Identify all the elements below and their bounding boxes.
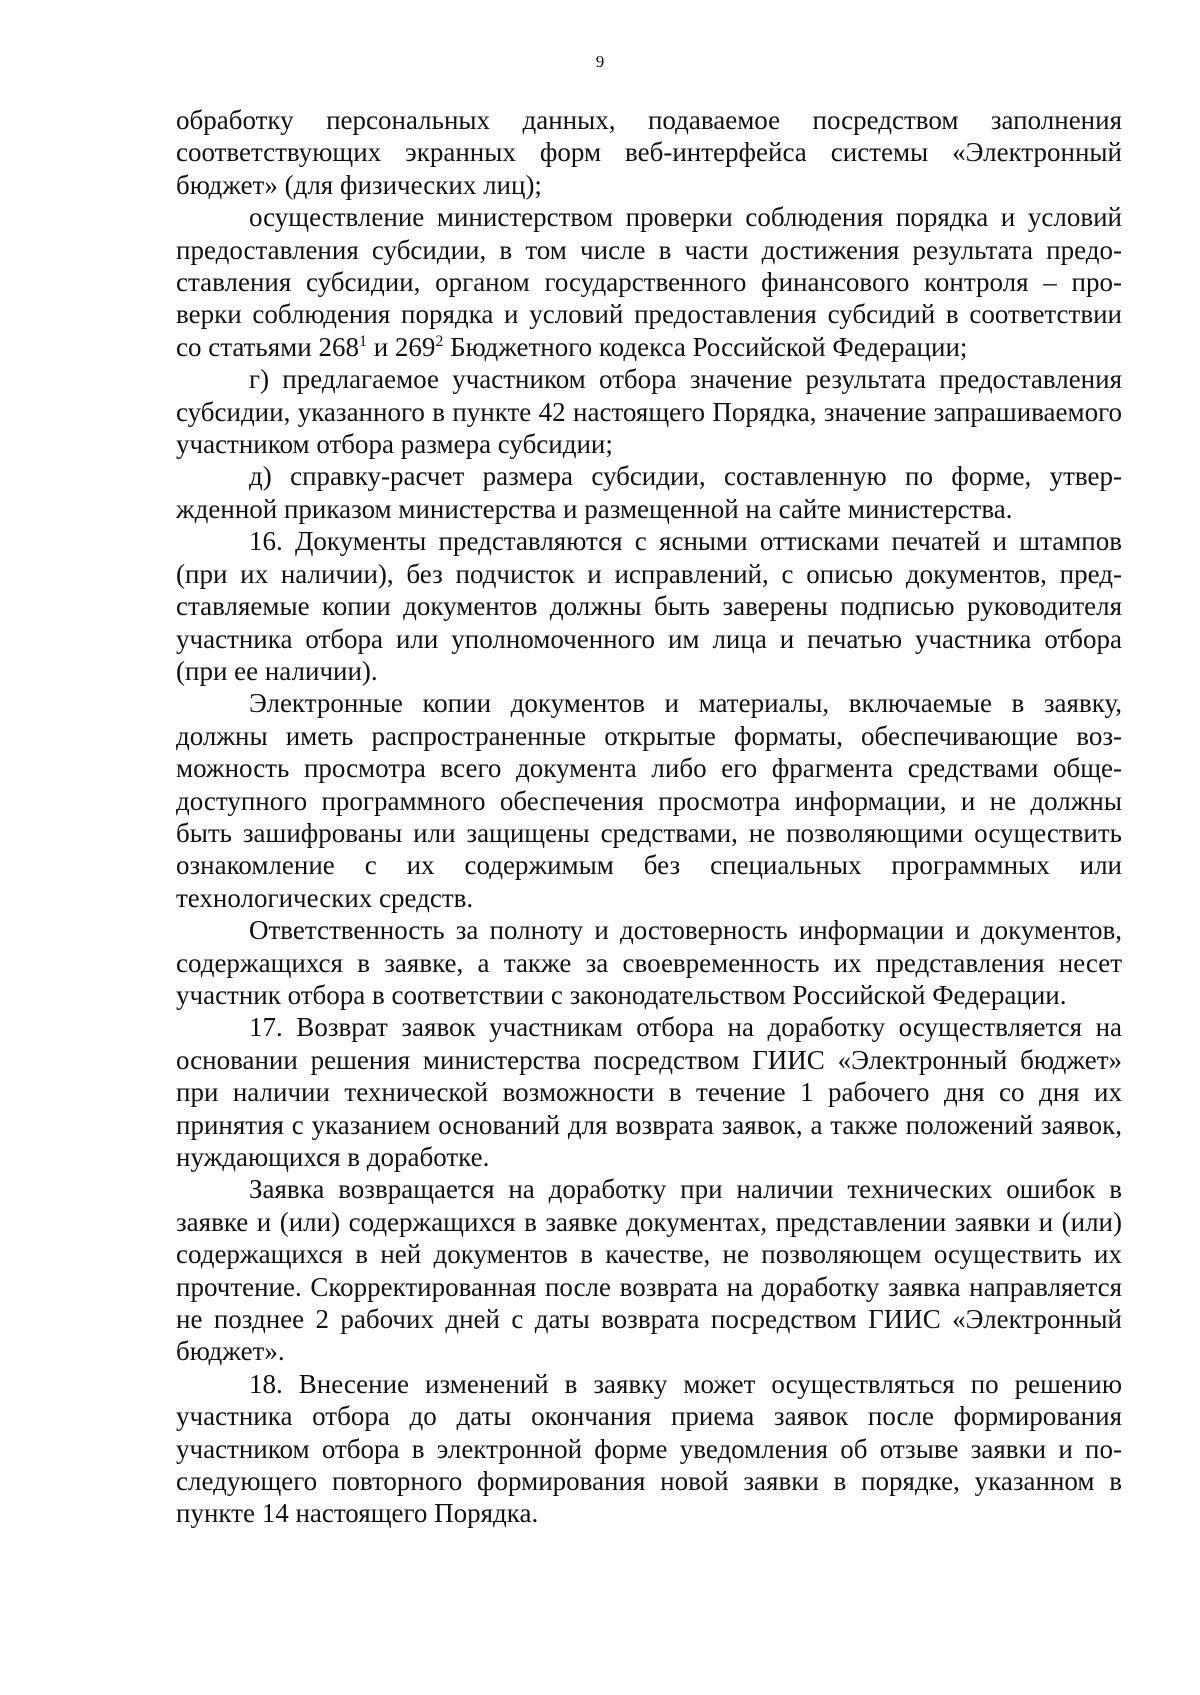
paragraph-section-18: 18. Внесение изменений в заявку может осуществляться по решению участника отбора до даты окончания приема заявок после формирования участником отбора в электронной форме уведомления об отзыве заявки и последующего повторного формирования новой заявки в порядке, указанном в пункте 14 настоящего Порядка.	[176, 1368, 1122, 1529]
document-body	[176, 104, 1122, 1530]
article-269-superscript: 2	[435, 332, 444, 350]
paragraph-personal-data: обработку персональных данных, подаваемое посредством заполнения соответствующих экранных форм веб-интерфейса системы «Электронный бюджет» (для физических лиц);	[176, 105, 1122, 200]
paragraph-return-conditions: Заявка возвращается на доработку при наличии технических ошибок в заявке и (или) содержащихся в заявке документах, представлении заявки и (или) содержащихся в ней документов в качестве, не позволяющем осуществить их прочтение. Скорректированная после возврата на доработку заявка направляется не позднее 2 рабочих дней с даты возврата посредством ГИИС «Электронный бюджет».	[176, 1174, 1122, 1367]
paragraph-verification-middle: и 269	[366, 331, 436, 362]
paragraph-verification-end: Бюджетного кодекса Российской Федерации;	[443, 331, 968, 362]
paragraph-responsibility: Ответственность за полноту и достоверность информации и документов, содержащихся в заявке, а также за своевременность их представления несет участник отбора в соответствии с законодательством Российской Федерации.	[176, 915, 1122, 1010]
paragraph-item-g: г) предлагаемое участником отбора значение результата предоставления субсидии, указанного в пункте 42 настоящего Порядка, значение запрашиваемого участником отбора размера субсидии;	[176, 364, 1122, 460]
article-268-superscript: 1	[358, 332, 367, 350]
paragraph-verification-text: осуществление министерством проверки соблюдения порядка и условий предоставления субсидии, в том числе в части достижения результата предоставления субсидии, органом государственного финансового контроля – проверки соблюдения порядка и условий предоставления субсидий в соответствии со статьями 268	[176, 202, 1122, 362]
paragraph-section-17: 17. Возврат заявок участникам отбора на доработку осуществляется на основании решения министерства посредством ГИИС «Электронный бюджет» при наличии технической возможности в течение 1 рабочего дня со дня их принятия с указанием оснований для возврата заявок, а также положений заявок, нуждающихся в доработке.	[176, 1012, 1122, 1172]
paragraph-section-16: 16. Документы представляются с ясными оттисками печатей и штампов (при их наличии), без подчисток и исправлений, с описью документов, представляемые копии документов должны быть заверены подписью руководителя участника отбора или уполномоченного им лица и печатью участника отбора (при ее наличии).	[176, 526, 1122, 686]
paragraph-item-d: д) справку-расчет размера субсидии, составленную по форме, утвержденной приказом министерства и размещенной на сайте министерства.	[176, 461, 1122, 524]
paragraph-electronic-copies: Электронные копии документов и материалы, включаемые в заявку, должны иметь распространенные открытые форматы, обеспечивающие возможность просмотра всего документа либо его фрагмента средствами общедоступного программного обеспечения просмотра информации, и не должны быть зашифрованы или защищены средствами, не позволяющими осуществить ознакомление с их содержимым без специальных программных или технологических средств.	[176, 688, 1122, 913]
page-number: 9	[595, 52, 605, 71]
paragraph-verification	[176, 201, 1122, 363]
